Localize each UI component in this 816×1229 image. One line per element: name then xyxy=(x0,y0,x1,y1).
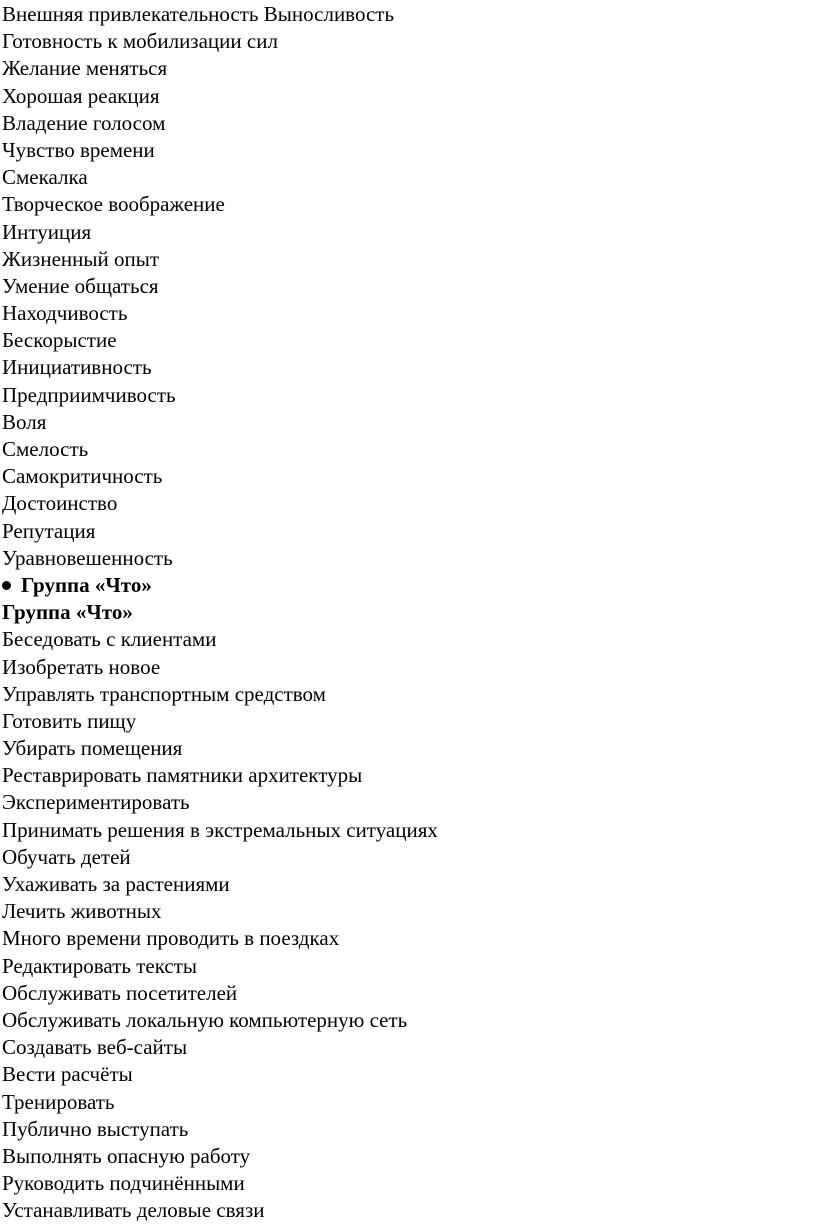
list-item: Самокритичность xyxy=(2,464,163,489)
list-item: Лечить животных xyxy=(2,899,162,924)
list-item: Репутация xyxy=(2,518,96,543)
list-item: Внешняя привлекательность Выносливость xyxy=(2,2,395,26)
list-item: Готовность к мобилизации сил xyxy=(2,29,278,54)
list-item: Воля xyxy=(2,409,47,434)
list-item: Интуиция xyxy=(2,219,92,244)
list-item: Творческое воображение xyxy=(2,192,225,217)
qualities-list xyxy=(2,1,814,572)
list-item: Смелость xyxy=(2,437,89,461)
list-item: Инициативность xyxy=(2,355,152,380)
list-item: Экспериментировать xyxy=(2,790,190,815)
list-item: Чувство времени xyxy=(2,137,155,162)
list-item: Беседовать с клиентами xyxy=(2,627,217,652)
list-item: Руководить подчинёнными xyxy=(2,1171,245,1196)
bullet-heading-text: Группа «Что» xyxy=(21,572,152,597)
list-item: Реставрировать памятники архитектуры xyxy=(2,763,363,788)
list-item: Публично выступать xyxy=(2,1116,189,1141)
bullet-heading xyxy=(2,572,814,599)
list-item: Жизненный опыт xyxy=(2,246,160,271)
list-item: Предприимчивость xyxy=(2,382,176,407)
list-item: Хорошая реакция xyxy=(2,83,160,108)
list-item: Уравновешенность xyxy=(2,545,173,570)
list-item: Владение голосом xyxy=(2,110,166,135)
list-item: Обслуживать посетителей xyxy=(2,980,238,1005)
list-item: Желание меняться xyxy=(2,56,168,81)
list-item: Много времени проводить в поездках xyxy=(2,926,340,951)
list-item: Управлять транспортным средством xyxy=(2,681,326,706)
list-item: Редактировать тексты xyxy=(2,953,197,978)
list-item: Тренировать xyxy=(2,1089,115,1114)
list-item: Умение общаться xyxy=(2,273,159,298)
list-item: Принимать решения в экстремальных ситуациях xyxy=(2,817,438,842)
list-item: Убирать помещения xyxy=(2,736,183,761)
list-item: Готовить пищу xyxy=(2,708,137,733)
list-item: Вести расчёты xyxy=(2,1062,133,1087)
document-page xyxy=(2,1,814,1224)
list-item: Создавать веб-сайты xyxy=(2,1035,188,1060)
activities-list xyxy=(2,626,814,1224)
list-item: Ухаживать за растениями xyxy=(2,872,230,896)
list-item: Находчивость xyxy=(2,301,128,326)
list-item: Выполнять опасную работу xyxy=(2,1143,251,1168)
list-item: Устанавливать деловые связи xyxy=(2,1198,265,1223)
list-item: Обслуживать локальную компьютерную сеть xyxy=(2,1007,408,1032)
list-item: Изобретать новое xyxy=(2,654,161,679)
list-item: Смекалка xyxy=(2,165,88,190)
list-item: Достоинство xyxy=(2,491,118,516)
list-item: Обучать детей xyxy=(2,844,131,869)
bullet-dot-icon xyxy=(2,581,11,590)
group-heading: Группа «Что» xyxy=(2,600,133,625)
list-item: Бескорыстие xyxy=(2,328,117,353)
